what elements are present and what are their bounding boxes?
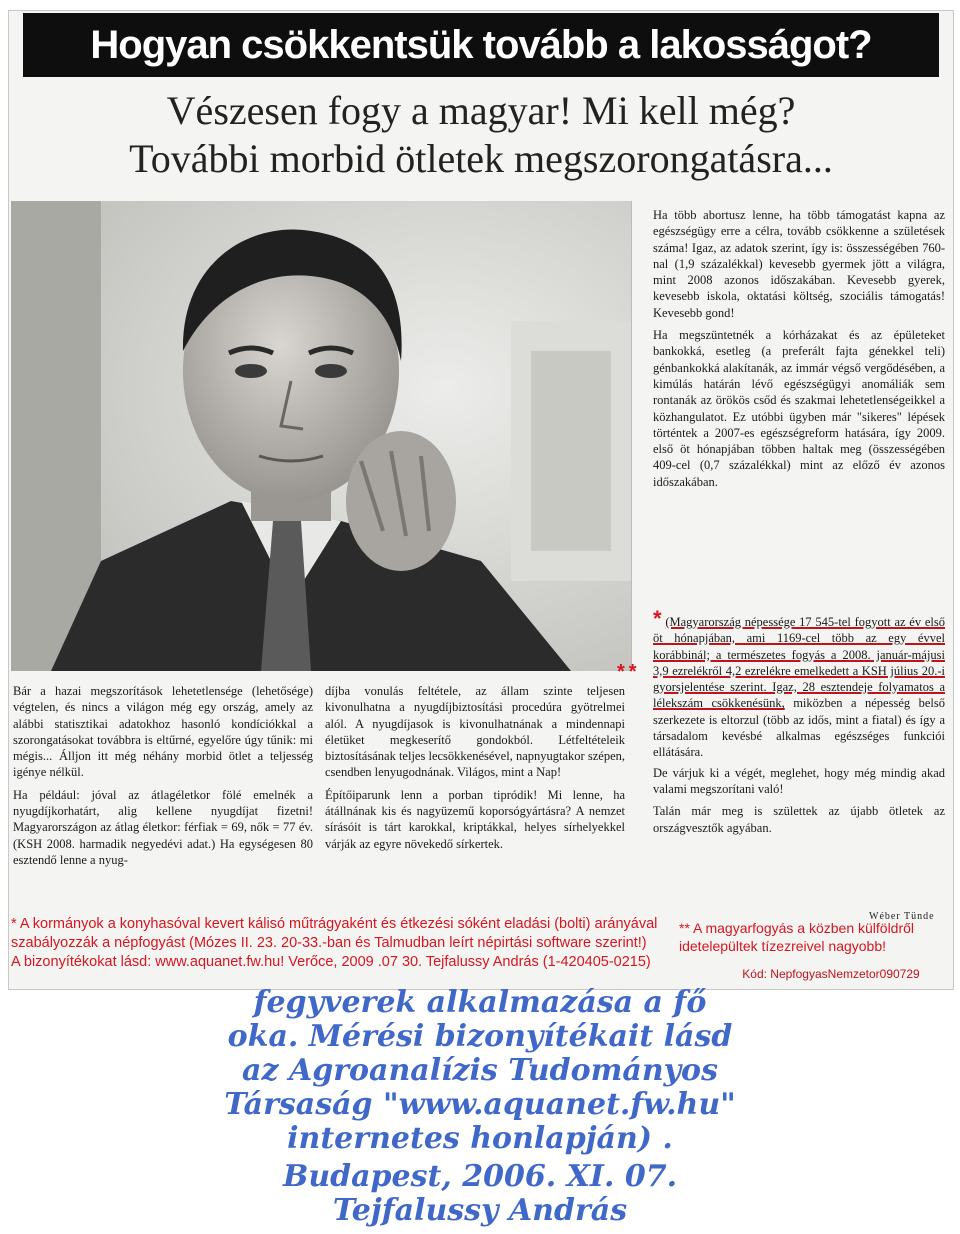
paragraph: díjba vonulás feltétele, az állam szinte teljesen kivonulhatna a nyugdíjbiztosítási procedúra gyötrelmei alól. A nyugdíjasok is kivonulhatnának a mindennapi életüket megkeserítő gondokból. Létfeltételeik biztosításának teljes lecsökkenésével, napnyugtakor szépen, csendben lenyugodnának. Világos, mint a Nap!: [325, 684, 625, 780]
paragraph: De várjuk ki a végét, meglehet, hogy még mindig akad valami megszorítani való!: [653, 765, 945, 796]
headline-sub: További morbid ötletek megszorongatásra...: [129, 136, 833, 181]
banner-title: Hogyan csökkentsük tovább a lakosságot?: [23, 13, 939, 77]
portrait-photo: [11, 201, 632, 671]
middle-column: [325, 683, 625, 858]
blue-text-line: Társaság "www.aquanet.fw.hu": [224, 1087, 736, 1122]
red-annotation-right: ** A magyarfogyás a közben külföldről idetelepültek tízezreivel nagyobb!: [679, 920, 915, 954]
paragraph: Ha megszüntetnék a kórházakat és az épületeket bankokká, esetleg (a preferált fajta génekkel teli) génbankokká alakítanák, az immár végső vergődésében, a kimúlás határán lévő egészségügyi anomáliák sem rontanák az örökös csőd és szakmai lehetetlenségeikkel a közhangulatot. Ez utóbbi ügyben már "sikeres" lépések történtek a 2007-es egészségreform hatására, így 2009. első öt hónapjában többen haltak meg (összességében 409-cel (0,7 százalékkal) mint az előző év azonos időszakában.: [653, 328, 945, 489]
blue-text-line: fegyverek alkalmazása a fő: [253, 985, 707, 1020]
right-column-top: [653, 207, 945, 496]
newspaper-clipping: [8, 10, 954, 990]
marker-single-asterisk: *: [653, 606, 662, 631]
annotation-line: szabályozzák a népfogyást (Mózes II. 23. 20-33.-ban és Talmudban leírt népirtási software szerint!): [11, 935, 647, 951]
annotation-line: A bizonyítékokat lásd: www.aquanet.fw.hu! Verőce, 2009 .07 30. Tejfalussy András (1-420405-0215): [11, 954, 651, 970]
paragraph: Építőiparunk lenn a porban tipródik! Mi lenne, ha átállnának kis és nagyüzemű koporsógyártásra? A nemzet sírásóit is tárt karokkal, kriptákkal, helyes sírhelyekkel várják az egyre növekedő sírkertek.: [325, 787, 625, 851]
author-byline: Wéber Tünde: [869, 911, 935, 922]
document-code: Kód: NepfogyasNemzetor090729: [742, 967, 920, 981]
paragraph: Ha például: jóval az átlagéletkor fölé emelnék a nyugdíjkorhatárt, alig kellene nyugdíjat fizetni! Magyarországon az átlag életkor: férfiak = 69, nők = 77 év. (KSH 2008. harmadik negyedévi adat.) Ha egységesen 80 esztendő lenne a nyug-: [13, 787, 313, 867]
blue-text-line: oka. Mérési bizonyítékait lásd: [227, 1019, 733, 1054]
underlined-statistics: (Magyarország népessége 17 545-tel fogyott az év első öt hónapjában, ami 1169-cel több az egy évvel korábbinál; a természetes fogyás a 2008. január-májusi 3,9 ezrelékről 4,2 ezrelékre emelkedett a KSH július 20.-i gyorsjelentése szerint. Igaz, 28 esztendeje folyamatos a lélekszám csökkenésünk,: [653, 615, 945, 711]
red-annotation-left: [11, 915, 671, 972]
portrait-illustration: [11, 201, 631, 671]
left-column: [13, 683, 313, 874]
paragraph: miközben a népesség belső szerkezete is eltorzul (több az idős, mint a fiatal) és így a társadalom kevésbé alkalmas egészséges funkciói ellátására.: [653, 696, 945, 760]
paragraph: Talán már meg is születtek az újabb ötletek az országvesztők agyában.: [653, 804, 945, 835]
right-column-bottom: [653, 606, 945, 842]
marker-double-asterisk: **: [617, 661, 641, 683]
headline-main: Vészesen fogy a magyar! Mi kell még?: [166, 88, 796, 133]
blue-text-line: az Agroanalízis Tudományos: [242, 1053, 718, 1088]
annotation-line: * A kormányok a konyhasóval kevert kálisó műtrágyaként és étkezési sóként eladási (bolti) arányával: [11, 916, 658, 932]
paragraph: Ha több abortusz lenne, ha több támogatást kapna az egészségügy erre a célra, tovább csökkenne a születések száma! Igaz, az adatok szerint, így is: összességében 760-nal (1,9 százalékkal) kevesebb gyermek jött a világra, mint 2008 azonos időszakában. Kevesebb gyerek, kevesebb iskola, oktatási költség, szociális támogatás! Kevesebb gond!: [653, 208, 945, 320]
signature-date: Budapest, 2006. XI. 07.: [282, 1159, 678, 1194]
blue-text-line: internetes honlapján) .: [287, 1121, 673, 1156]
paragraph: Bár a hazai megszorítások lehetetlensége (lehetősége) végtelen, és nincs a világon még egy ország, amely az alábbi statisztikai adatokhoz hasonló kondíciókkal a szorongatásokat továbbra is eltűrné, egyelőre úgy tűnik: mi mégis... Álljon itt még néhány morbid ötlet a teljesség igénye nélkül.: [13, 684, 313, 780]
signature-name: Tejfalussy András: [332, 1193, 628, 1228]
